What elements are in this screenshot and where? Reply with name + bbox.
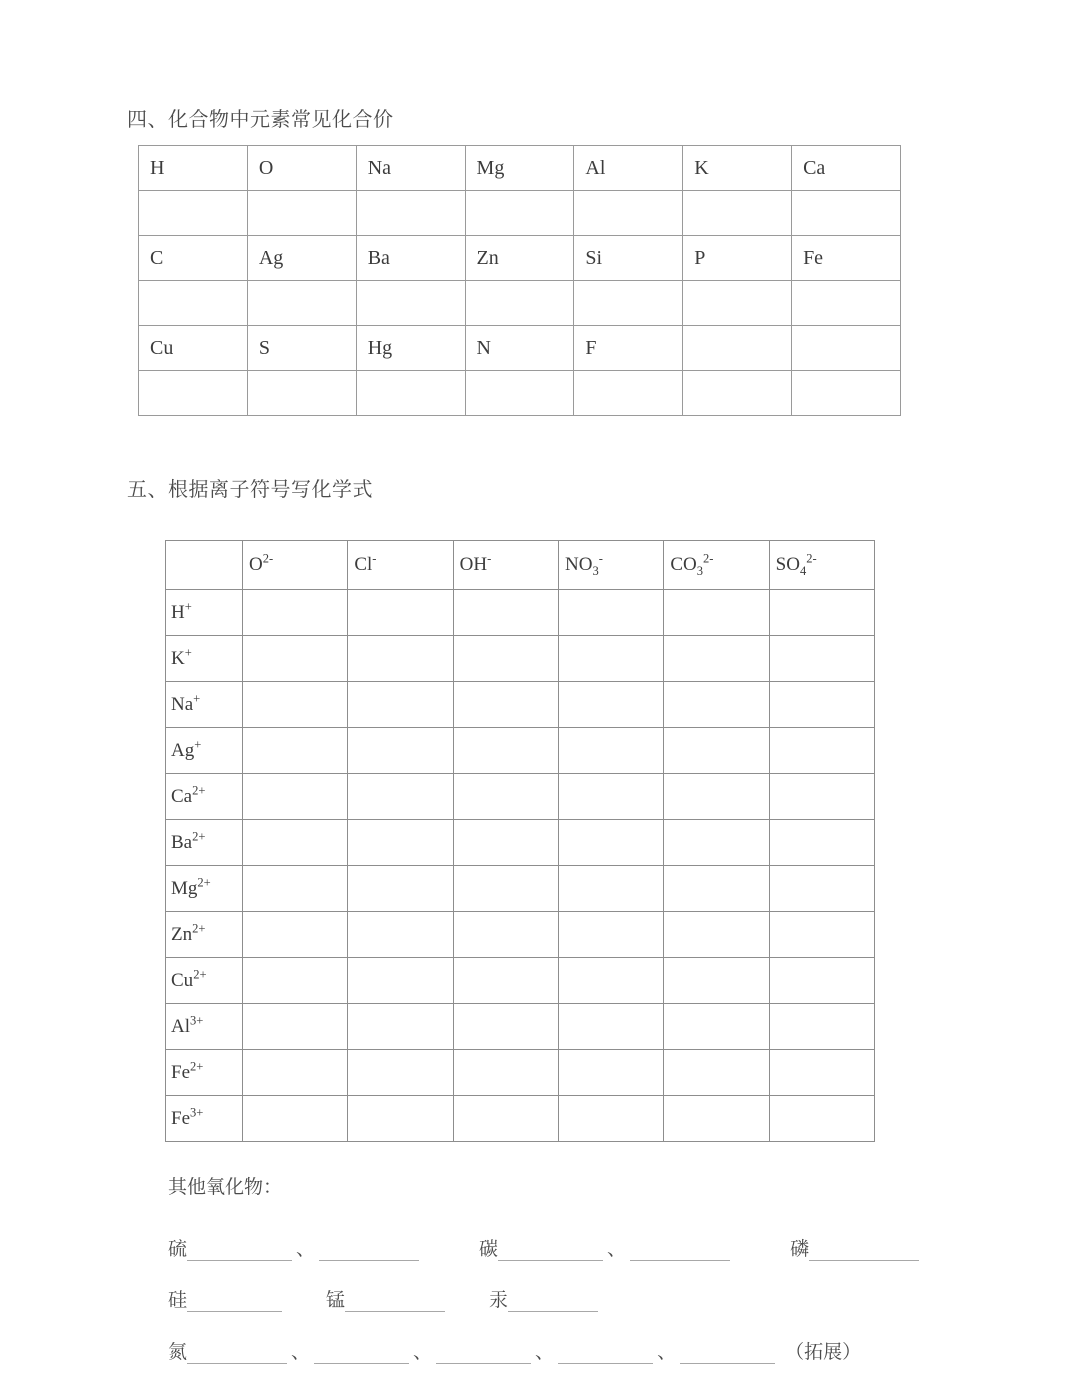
separator: 、 [535,1342,555,1363]
formula-answer-cell[interactable] [348,866,453,912]
valence-answer-cell[interactable] [139,371,248,416]
formula-answer-cell[interactable] [348,1096,453,1142]
table-row [166,728,875,774]
formula-answer-cell[interactable] [558,728,663,774]
formula-answer-cell[interactable] [453,1050,558,1096]
valence-answer-cell[interactable] [356,191,465,236]
formula-answer-cell[interactable] [558,636,663,682]
valence-cell[interactable]: C [139,236,248,281]
valence-answer-cell[interactable] [356,281,465,326]
cation-row-header: Ag+ [166,728,243,774]
formula-answer-cell[interactable] [453,1096,558,1142]
formula-answer-cell[interactable] [769,1004,874,1050]
formula-answer-cell[interactable] [453,866,558,912]
valence-table-body [139,146,901,416]
formula-answer-cell[interactable] [664,728,769,774]
formula-answer-cell[interactable] [243,1004,348,1050]
answer-blank[interactable] [319,1242,419,1261]
table-header-row [166,541,875,590]
charge-superscript: + [184,645,192,660]
formula-answer-cell[interactable] [453,590,558,636]
formula-subscript: 3 [696,563,703,578]
valence-answer-cell[interactable] [247,371,356,416]
valence-answer-cell[interactable] [574,371,683,416]
formula-subscript: 3 [592,563,599,578]
formula-answer-cell[interactable] [243,1096,348,1142]
charge-superscript: 3+ [190,1013,204,1028]
formula-answer-cell[interactable] [664,1050,769,1096]
formula-answer-cell[interactable] [243,912,348,958]
valence-cell[interactable]: Na [356,146,465,191]
table-row [166,682,875,728]
valence-cell[interactable]: P [683,236,792,281]
cation-row-header: $Al^{3+}$ [166,1004,243,1050]
charge-superscript: + [194,737,202,752]
valence-answer-cell[interactable] [465,281,574,326]
cation-row-header: $Cu^{2+}$ [166,958,243,1004]
formula-answer-cell[interactable] [664,590,769,636]
answer-blank[interactable] [809,1242,919,1261]
table-row [166,590,875,636]
valence-cell[interactable]: Fe [792,236,901,281]
ion-table-header [166,541,875,590]
element-name-label: 氮 [168,1342,188,1363]
valence-cell[interactable]: Al [574,146,683,191]
table-row [139,146,901,191]
element-name-label: 硅 [168,1290,188,1311]
section-four-heading: 四、化合物中元素常见化合价 [127,109,394,131]
valence-answer-cell[interactable] [574,191,683,236]
table-row [166,774,875,820]
formula-answer-cell[interactable] [769,1096,874,1142]
blank-line-nitrogen [168,1337,861,1364]
separator: 、 [291,1342,311,1363]
formula-answer-cell[interactable] [769,636,874,682]
formula-answer-cell[interactable] [769,958,874,1004]
formula-answer-cell[interactable] [348,590,453,636]
answer-blank[interactable] [498,1242,603,1261]
charge-superscript: - [487,551,492,566]
separator: 、 [657,1342,677,1363]
formula-answer-cell[interactable] [348,636,453,682]
charge-superscript: - [372,551,377,566]
charge-superscript: - [598,551,603,566]
table-row [139,281,901,326]
formula-answer-cell[interactable] [769,1050,874,1096]
cation-row-header: $Ca^{2+}$ [166,774,243,820]
charge-superscript: 2+ [192,783,206,798]
charge-superscript: 2+ [192,829,206,844]
table-row [166,912,875,958]
table-row [166,866,875,912]
formula-answer-cell[interactable] [243,590,348,636]
formula-answer-cell[interactable] [243,958,348,1004]
charge-superscript: 2+ [193,967,207,982]
element-name-label: 汞 [489,1290,509,1311]
formula-answer-cell[interactable] [664,774,769,820]
formula-answer-cell[interactable] [558,820,663,866]
charge-superscript: + [193,691,201,706]
cation-row-header: $Fe^{2+}$ [166,1050,243,1096]
formula-answer-cell[interactable] [243,636,348,682]
formula-answer-cell[interactable] [453,1004,558,1050]
formula-answer-cell[interactable] [348,958,453,1004]
formula-answer-cell[interactable] [769,820,874,866]
cation-row-header: H+ [166,590,243,636]
formula-answer-cell[interactable] [348,728,453,774]
formula-answer-cell[interactable] [558,1004,663,1050]
formula-answer-cell[interactable] [243,1050,348,1096]
formula-answer-cell[interactable] [243,682,348,728]
valence-answer-cell[interactable] [465,191,574,236]
separator: 、 [607,1239,627,1260]
table-row [166,958,875,1004]
answer-blank[interactable] [187,1345,287,1364]
cation-row-header: $Zn^{2+}$ [166,912,243,958]
valence-answer-cell[interactable] [247,281,356,326]
valence-cell[interactable]: N [465,326,574,371]
formula-answer-cell[interactable] [453,774,558,820]
formula-answer-cell[interactable] [558,682,663,728]
formula-answer-cell[interactable] [348,820,453,866]
separator: 、 [413,1342,433,1363]
valence-cell[interactable]: K [683,146,792,191]
answer-blank[interactable] [508,1293,598,1312]
answer-blank[interactable] [558,1345,653,1364]
formula-answer-cell[interactable] [664,682,769,728]
cation-row-header: $Ba^{2+}$ [166,820,243,866]
element-name-label: 磷 [790,1239,810,1260]
answer-blank[interactable] [314,1345,409,1364]
formula-answer-cell[interactable] [769,728,874,774]
formula-answer-cell[interactable] [558,958,663,1004]
table-row [166,1096,875,1142]
formula-answer-cell[interactable] [769,774,874,820]
valence-answer-cell[interactable] [792,371,901,416]
table-corner-cell [166,541,243,590]
formula-answer-cell[interactable] [664,866,769,912]
valence-cell[interactable]: Mg [465,146,574,191]
formula-answer-cell[interactable] [348,912,453,958]
table-row [166,820,875,866]
formula-answer-cell[interactable] [558,1096,663,1142]
formula-answer-cell[interactable] [664,820,769,866]
valence-cell[interactable] [792,326,901,371]
answer-blank[interactable] [630,1242,730,1261]
charge-superscript: 2+ [190,1059,204,1074]
formula-answer-cell[interactable] [348,774,453,820]
element-name-label: 硫 [168,1239,188,1260]
valence-answer-cell[interactable] [574,281,683,326]
valence-cell[interactable] [683,326,792,371]
charge-superscript: 2+ [192,921,206,936]
formula-answer-cell[interactable] [243,866,348,912]
formula-answer-cell[interactable] [558,774,663,820]
valence-cell[interactable]: H [139,146,248,191]
answer-blank[interactable] [680,1345,775,1364]
formula-answer-cell[interactable] [558,912,663,958]
valence-cell[interactable]: F [574,326,683,371]
formula-answer-cell[interactable] [769,866,874,912]
blank-line-sulfur-carbon-phosphorus [168,1234,919,1261]
table-row [166,636,875,682]
element-name-label: 锰 [326,1290,346,1311]
valence-answer-cell[interactable] [247,191,356,236]
valence-cell[interactable]: Ba [356,236,465,281]
valence-cell[interactable]: S [247,326,356,371]
formula-answer-cell[interactable] [453,820,558,866]
formula-answer-cell[interactable] [243,820,348,866]
charge-superscript: 2- [262,551,274,566]
charge-superscript: 3+ [190,1105,204,1120]
extension-note: （拓展） [785,1342,862,1363]
valence-answer-cell[interactable] [139,191,248,236]
formula-answer-cell[interactable] [769,912,874,958]
valence-answer-cell[interactable] [139,281,248,326]
valence-answer-cell[interactable] [683,191,792,236]
formula-answer-cell[interactable] [348,1050,453,1096]
formula-answer-cell[interactable] [558,866,663,912]
separator: 、 [296,1239,316,1260]
formula-answer-cell[interactable] [243,774,348,820]
anion-column-header: $SO_4^{2-}$ [769,541,874,590]
anion-column-header: $O^{2-}$ [243,541,348,590]
charge-superscript: 2- [806,551,817,566]
valence-table [138,145,901,416]
valence-answer-cell[interactable] [465,371,574,416]
formula-answer-cell[interactable] [453,682,558,728]
table-row [166,1004,875,1050]
cation-row-header: K+ [166,636,243,682]
table-row [166,1050,875,1096]
valence-cell[interactable]: Cu [139,326,248,371]
answer-blank[interactable] [187,1242,292,1261]
anion-column-header: Cl- [348,541,453,590]
cation-row-header: $Fe^{3+}$ [166,1096,243,1142]
valence-answer-cell[interactable] [792,281,901,326]
anion-column-header: $CO_3^{2-}$ [664,541,769,590]
cation-row-header: $Mg^{2+}$ [166,866,243,912]
charge-superscript: + [184,599,192,614]
anion-column-header: $NO_3^-$ [558,541,663,590]
valence-cell[interactable]: Ca [792,146,901,191]
table-row [139,371,901,416]
formula-answer-cell[interactable] [769,590,874,636]
valence-cell[interactable]: Ag [247,236,356,281]
valence-answer-cell[interactable] [683,281,792,326]
valence-cell[interactable]: Zn [465,236,574,281]
formula-answer-cell[interactable] [558,590,663,636]
valence-answer-cell[interactable] [792,191,901,236]
formula-answer-cell[interactable] [348,1004,453,1050]
formula-answer-cell[interactable] [453,728,558,774]
table-row [139,326,901,371]
ion-formula-table [165,540,875,1142]
valence-cell[interactable]: O [247,146,356,191]
table-row [139,236,901,281]
formula-answer-cell[interactable] [664,912,769,958]
formula-answer-cell[interactable] [664,1096,769,1142]
other-oxides-label: 其他氧化物： [168,1177,283,1198]
formula-answer-cell[interactable] [453,912,558,958]
formula-answer-cell[interactable] [348,682,453,728]
section-five-heading: 五、根据离子符号写化学式 [127,479,373,501]
formula-answer-cell[interactable] [664,958,769,1004]
formula-answer-cell[interactable] [769,682,874,728]
formula-answer-cell[interactable] [453,958,558,1004]
valence-answer-cell[interactable] [683,371,792,416]
answer-blank[interactable] [436,1345,531,1364]
formula-answer-cell[interactable] [453,636,558,682]
valence-answer-cell[interactable] [356,371,465,416]
answer-blank[interactable] [187,1293,282,1312]
charge-superscript: 2+ [197,875,211,890]
valence-cell[interactable]: Si [574,236,683,281]
anion-column-header: OH- [453,541,558,590]
cation-row-header: Na+ [166,682,243,728]
formula-answer-cell[interactable] [558,1050,663,1096]
table-row [139,191,901,236]
formula-answer-cell[interactable] [243,728,348,774]
formula-answer-cell[interactable] [664,1004,769,1050]
charge-superscript: 2- [702,551,714,566]
formula-subscript: 4 [799,563,807,578]
formula-answer-cell[interactable] [664,636,769,682]
blank-line-silicon-manganese-mercury [168,1285,598,1312]
ion-table-body [166,590,875,1142]
element-name-label: 碳 [479,1239,499,1260]
answer-blank[interactable] [345,1293,445,1312]
valence-cell[interactable]: Hg [356,326,465,371]
